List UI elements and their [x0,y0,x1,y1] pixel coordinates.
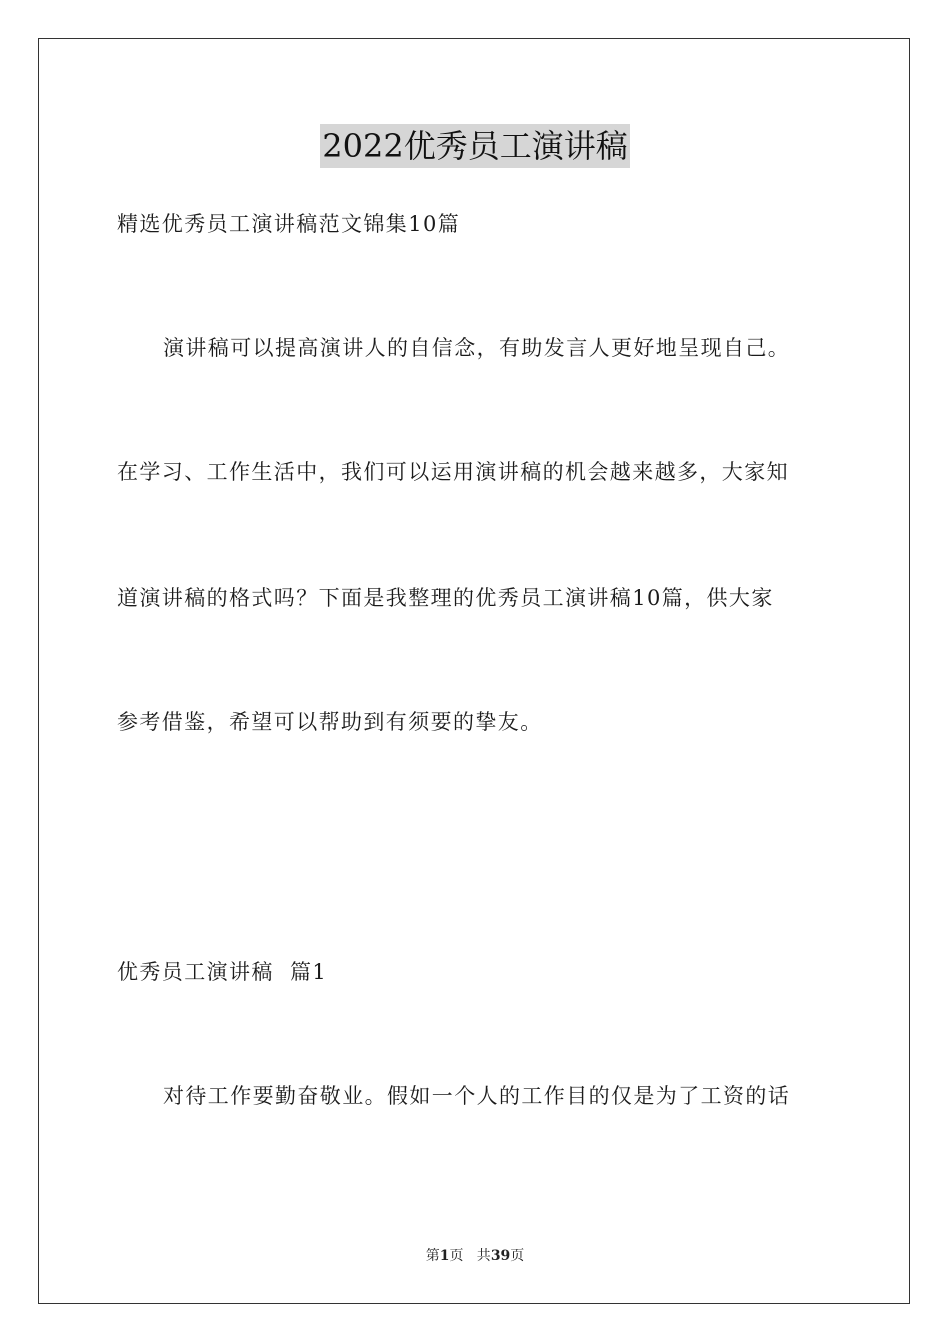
footer-page-suffix: 页 [510,1248,525,1264]
section-heading: 优秀员工演讲稿 篇1 [117,960,328,984]
intro-paragraph-line: 在学习、工作生活中，我们可以运用演讲稿的机会越来越多，大家知 [117,460,789,484]
title-container [0,124,950,168]
footer-page-prefix: 第 [425,1248,440,1264]
intro-paragraph-line: 演讲稿可以提高演讲人的自信念，有助发言人更好地呈现自己。 [163,336,791,360]
footer-page-mid: 页 共 [449,1248,491,1264]
intro-paragraph-line: 参考借鉴，希望可以帮助到有须要的挚友。 [117,710,543,734]
page-footer [0,1246,950,1266]
intro-paragraph-line: 道演讲稿的格式吗？下面是我整理的优秀员工演讲稿10篇，供大家 [117,586,774,610]
document-subtitle: 精选优秀员工演讲稿范文锦集10篇 [117,212,461,236]
footer-current-page: 1 [439,1248,450,1264]
section-paragraph-line: 对待工作要勤奋敬业。假如一个人的工作目的仅是为了工资的话 [163,1084,791,1108]
footer-total-pages: 39 [490,1248,511,1264]
document-title: 2022优秀员工演讲稿 [320,124,629,168]
